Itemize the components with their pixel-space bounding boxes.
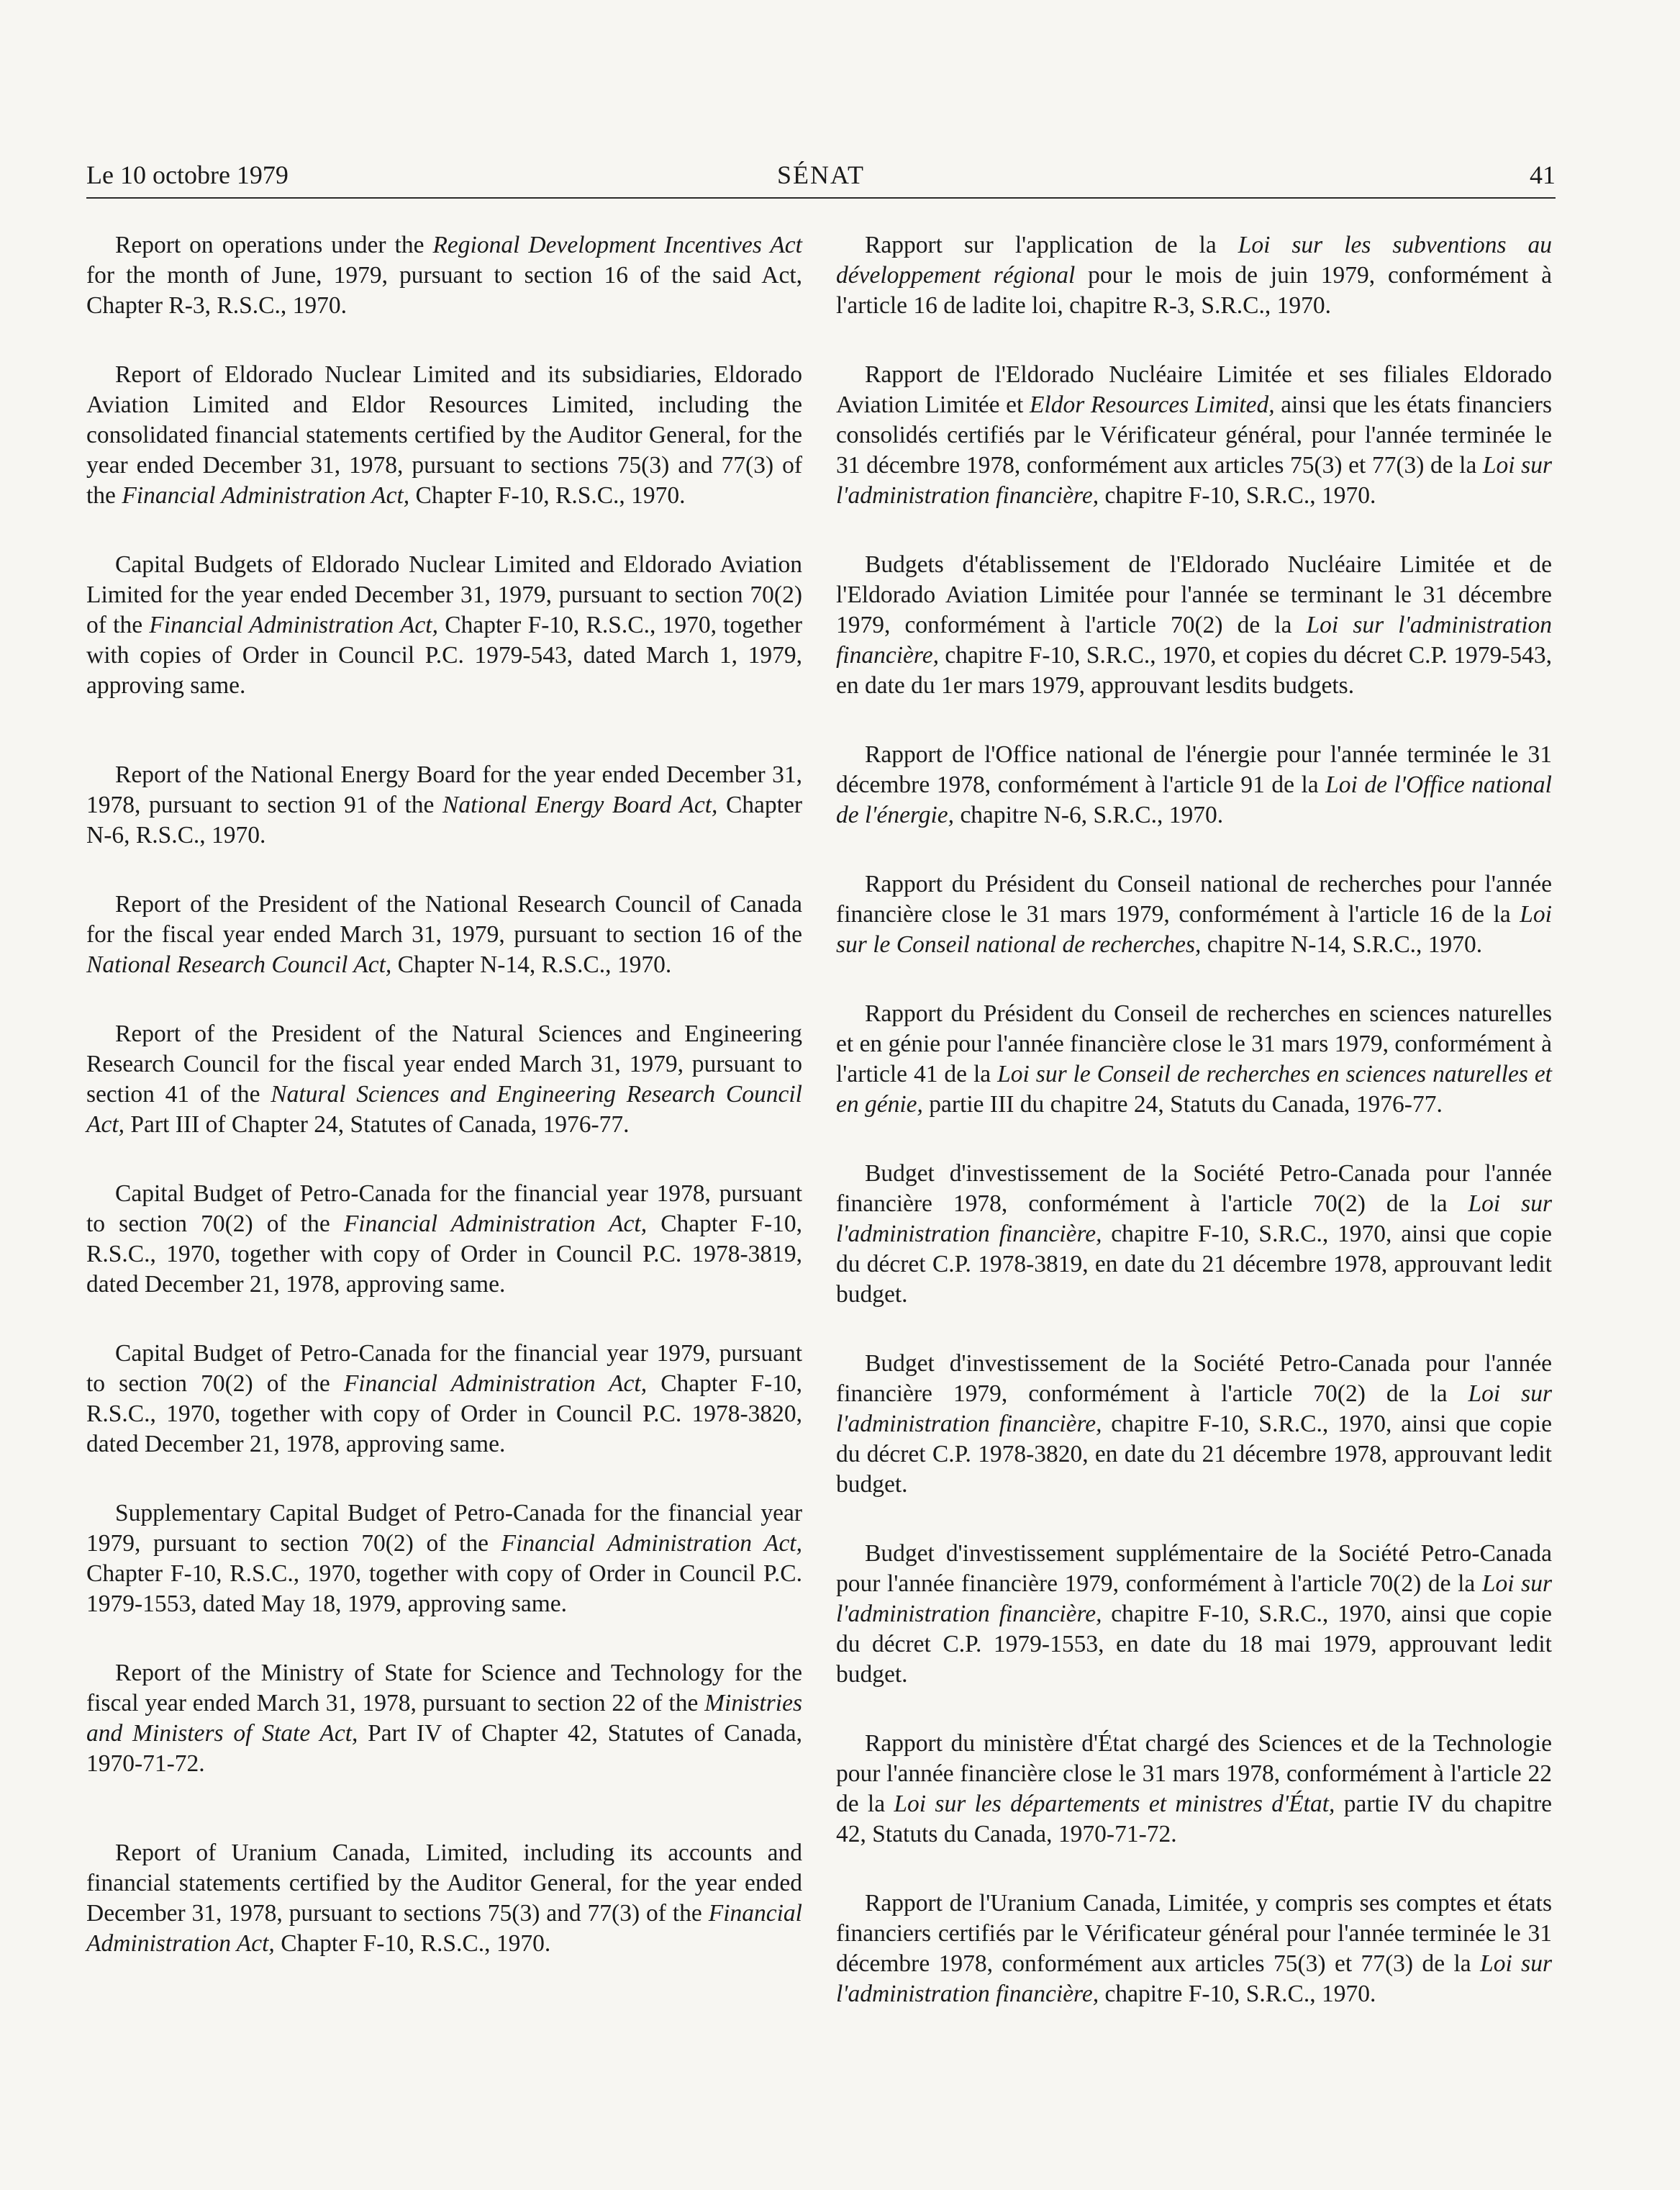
paragraph-text: Report of Uranium Canada, Limited, including its accounts and financial statements certified by the Auditor General, for the year ended December 31, 1978, pursuant to sections 75(3) and 77(3) of the [86, 1840, 802, 1927]
paragraph-text: Rapport de l'Eldorado Nucléaire Limitée et ses filiales Eldorado Aviation Limitée et [836, 361, 1552, 418]
paragraph-text: Report of the President of the Natural Sciences and Engineering Research Council for the fiscal year ended March 31, 1979, pursuant to section 41 of the [86, 1021, 802, 1108]
act-title: Loi sur le Conseil national de recherches, [836, 901, 1552, 958]
report-paragraph [86, 230, 802, 321]
act-title: Loi sur les départements et ministres d'État, [894, 1791, 1335, 1817]
report-paragraph [86, 890, 802, 980]
paragraph-text: Rapport sur l'application de la [865, 232, 1238, 258]
act-title: Eldor Resources Limited, [1029, 392, 1275, 418]
paragraph-text: Part III of Chapter 24, Statutes of Canada, 1976-77. [124, 1111, 630, 1138]
paragraph-text: chapitre F-10, S.R.C., 1970, ainsi que copie du décret C.P. 1978-3820, en date du 21 décembre 1978, approuvant ledit budget. [836, 1411, 1552, 1498]
paragraph-text: partie III du chapitre 24, Statuts du Canada, 1976-77. [922, 1091, 1443, 1118]
paragraph-text: Report on operations under the [115, 232, 433, 258]
report-paragraph [836, 869, 1552, 960]
act-title: Financial Administration Act, [149, 612, 438, 638]
act-title: Loi sur les subventions au développement régional [836, 232, 1553, 289]
paragraph-text: Supplementary Capital Budget of Petro-Canada for the financial year 1979, pursuant to section 70(2) of the [86, 1500, 802, 1557]
act-title: Loi sur l'administration financière, [836, 1570, 1553, 1627]
paragraph-text: chapitre F-10, S.R.C., 1970. [1099, 1981, 1376, 2007]
header-date: Le 10 octobre 1979 [86, 160, 289, 189]
paragraph-text: Chapter N-6, R.S.C., 1970. [86, 792, 803, 849]
paragraph-text: Rapport de l'Uranium Canada, Limitée, y compris ses comptes et états financiers certifiés par le Vérificateur général pour l'année terminée le 31 décembre 1978, conformément aux articles 75(3) et 77(3) de la [836, 1890, 1552, 1977]
paragraph-text: Report of the Ministry of State for Science and Technology for the fiscal year ended March 31, 1978, pursuant to section 22 of the [86, 1660, 802, 1716]
act-title: Regional Development Incentives Act [432, 232, 802, 258]
act-title: National Research Council Act, [86, 951, 392, 978]
french-column [836, 230, 1552, 2048]
act-title: Loi sur l'administration financière, [836, 1380, 1553, 1437]
paragraph-text: Budgets d'établissement de l'Eldorado Nucléaire Limitée et de l'Eldorado Aviation Limitée pour l'année se terminant le 31 décembre 1979, conformément à l'article 70(2) de la [836, 551, 1552, 638]
paragraph-text: ainsi que les états financiers consolidés certifiés par le Vérificateur général, pour l'année terminée le 31 décembre 1978, conformément aux articles 75(3) et 77(3) de la [836, 392, 1552, 479]
paragraph-text: Capital Budget of Petro-Canada for the financial year 1978, pursuant to section 70(2) of the [86, 1180, 802, 1237]
act-title: Natural Sciences and Engineering Research Council Act, [86, 1081, 802, 1138]
report-paragraph [86, 1498, 802, 1619]
act-title: Loi sur l'administration financière, [836, 1190, 1553, 1247]
paragraph-text: for the month of June, 1979, pursuant to section 16 of the said Act, Chapter R-3, R.S.C., 1970. [86, 262, 802, 319]
paragraph-text: Budget d'investissement supplémentaire de la Société Petro-Canada pour l'année financière 1979, conformément à l'article 70(2) de la [836, 1540, 1552, 1597]
paragraph-text: Chapter N-14, R.S.C., 1970. [391, 951, 672, 978]
report-paragraph [86, 1658, 802, 1779]
paragraph-text: Chapter F-10, R.S.C., 1970. [409, 482, 686, 509]
act-title: Financial Administration Act, [343, 1211, 648, 1237]
page-header [86, 160, 1556, 199]
paragraph-text: Rapport du Président du Conseil national de recherches pour l'année financière close le 31 mars 1979, conformément à l'article 16 de la [836, 871, 1552, 928]
paragraph-text: Budget d'investissement de la Société Petro-Canada pour l'année financière 1978, conformément à l'article 70(2) de la [836, 1160, 1552, 1217]
paragraph-text: Capital Budget of Petro-Canada for the financial year 1979, pursuant to section 70(2) of the [86, 1340, 802, 1397]
english-column [86, 230, 802, 1998]
paragraph-text: chapitre N-6, S.R.C., 1970. [954, 802, 1224, 828]
paragraph-text: Rapport du ministère d'État chargé des Sciences et de la Technologie pour l'année financière close le 31 mars 1978, conformément à l'article 22 de la [836, 1730, 1552, 1817]
act-title: Financial Administration Act, [343, 1370, 648, 1397]
report-paragraph [86, 1179, 802, 1300]
report-paragraph [86, 550, 802, 701]
paragraph-text: Capital Budgets of Eldorado Nuclear Limited and Eldorado Aviation Limited for the year ended December 31, 1979, pursuant to section 70(2) of the [86, 551, 802, 638]
report-paragraph [86, 1339, 802, 1460]
paragraph-text: Rapport de l'Office national de l'énergie pour l'année terminée le 31 décembre 1978, conformément à l'article 91 de la [836, 741, 1552, 798]
act-title: Loi de l'Office national de l'énergie, [836, 772, 1552, 828]
paragraph-text: Chapter F-10, R.S.C., 1970, together with copy of Order in Council P.C. 1978-3819, dated December 21, 1978, approving same. [86, 1211, 802, 1298]
act-title: Financial Administration Act, [501, 1530, 802, 1557]
act-title: Loi sur le Conseil de recherches en sciences naturelles et en génie, [836, 1061, 1552, 1118]
report-paragraph [836, 1349, 1552, 1500]
report-paragraph [836, 1159, 1552, 1310]
paragraph-text: chapitre F-10, S.R.C., 1970. [1099, 482, 1376, 509]
paragraph-text: chapitre F-10, S.R.C., 1970, ainsi que copie du décret C.P. 1978-3819, en date du 21 décembre 1978, approuvant ledit budget. [836, 1221, 1552, 1308]
act-title: Financial Administration Act, [122, 482, 410, 509]
report-paragraph [836, 740, 1552, 831]
report-paragraph [836, 999, 1552, 1120]
act-title: Loi sur l'administration financière, [836, 452, 1552, 509]
report-paragraph [86, 1019, 802, 1140]
paragraph-text: Chapter F-10, R.S.C., 1970, together with copy of Order in Council P.C. 1978-3820, dated December 21, 1978, approving same. [86, 1370, 802, 1457]
act-title: National Energy Board Act, [442, 792, 718, 818]
act-title: Ministries and Ministers of State Act, [86, 1690, 802, 1747]
act-title: Loi sur l'administration financière, [836, 1950, 1553, 2007]
report-paragraph [836, 1539, 1552, 1690]
paragraph-text: Rapport du Président du Conseil de recherches en sciences naturelles et en génie pour l'année financière close le 31 mars 1979, conformément à l'article 41 de la [836, 1000, 1552, 1087]
paragraph-text: Report of the National Energy Board for the year ended December 31, 1978, pursuant to section 91 of the [86, 761, 802, 818]
paragraph-text: Chapter F-10, R.S.C., 1970, together with copy of Order in Council P.C. 1979-1553, dated May 18, 1979, approving same. [86, 1560, 802, 1617]
report-paragraph [836, 550, 1552, 701]
paragraph-text: chapitre N-14, S.R.C., 1970. [1201, 931, 1483, 958]
report-paragraph [86, 1838, 802, 1959]
paragraph-text: partie IV du chapitre 42, Statuts du Canada, 1970-71-72. [836, 1791, 1553, 1847]
report-paragraph [836, 230, 1552, 321]
paragraph-text: Part IV of Chapter 42, Statutes of Canada, 1970-71-72. [86, 1720, 802, 1777]
paragraph-text: Budget d'investissement de la Société Petro-Canada pour l'année financière 1979, conformément à l'article 70(2) de la [836, 1350, 1552, 1407]
header-title: SÉNAT [776, 160, 865, 189]
act-title: Financial Administration Act, [86, 1900, 802, 1957]
paragraph-text: Report of the President of the National Research Council of Canada for the fiscal year ended March 31, 1979, pursuant to section 16 of the [86, 891, 802, 948]
page-number: 41 [1530, 160, 1556, 189]
report-paragraph [836, 1729, 1552, 1850]
paragraph-text: Chapter F-10, R.S.C., 1970, together with copies of Order in Council P.C. 1979-543, dated March 1, 1979, approving same. [86, 612, 802, 699]
report-paragraph [86, 760, 802, 851]
paragraph-text: chapitre F-10, S.R.C., 1970, et copies du décret C.P. 1979-543, en date du 1er mars 1979, approuvant lesdits budgets. [836, 642, 1552, 699]
report-paragraph [836, 1888, 1552, 2009]
paragraph-text: chapitre F-10, S.R.C., 1970, ainsi que copie du décret C.P. 1979-1553, en date du 18 mai 1979, approuvant ledit budget. [836, 1601, 1552, 1688]
paragraph-text: Chapter F-10, R.S.C., 1970. [274, 1930, 551, 1957]
report-paragraph [86, 360, 802, 511]
paragraph-text: pour le mois de juin 1979, conformément à l'article 16 de ladite loi, chapitre R-3, S.R.C., 1970. [836, 262, 1552, 319]
paragraph-text: Report of Eldorado Nuclear Limited and its subsidiaries, Eldorado Aviation Limited and Eldor Resources Limited, including the consolidated financial statements certified by the Auditor General, for the year ended December 31, 1978, pursuant to sections 75(3) and 77(3) of the [86, 361, 802, 509]
act-title: Loi sur l'administration financière, [836, 612, 1552, 669]
report-paragraph [836, 360, 1552, 511]
